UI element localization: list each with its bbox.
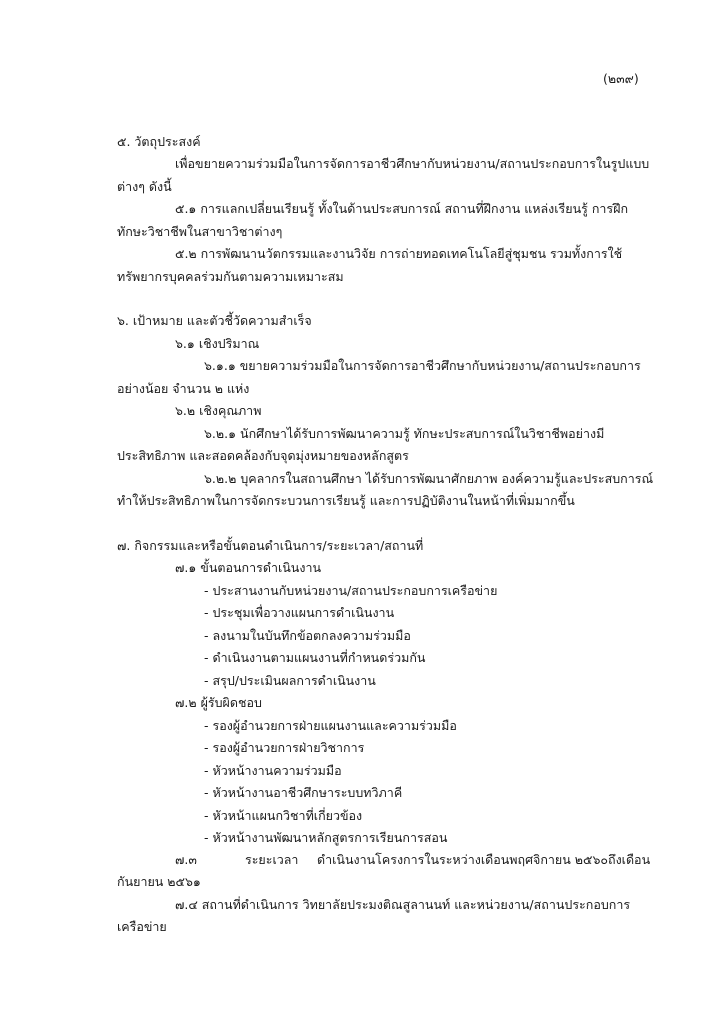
section7-period-text: ดำเนินงานโครงการในระหว่างเดือนพฤศจิกายน ๒๕๖๐ (317, 852, 609, 867)
section5-item2-line2: ทรัพยากรบุคคลร่วมกันตามความเหมาะสม (117, 269, 344, 284)
section5-intro-line2: ต่างๆ ดังนี้ (117, 179, 172, 194)
step-item: - ประสานงานกับหน่วยงาน/สถานประกอบการเครือข่าย (204, 583, 498, 598)
section7-place-line1: ๗.๔ สถานที่ดำเนินการ วิทยาลัยประมงติณสูลานนท์ และหน่วยงาน/สถานประกอบการ (175, 897, 631, 912)
section6-quality-heading: ๖.๒ เชิงคุณภาพ (175, 403, 262, 418)
step-item: - ดำเนินงานตามแผนงานที่กำหนดร่วมกัน (204, 650, 426, 665)
step-item: - สรุป/ประเมินผลการดำเนินงาน (204, 673, 376, 688)
section7-period-number: ๗.๓ (175, 852, 197, 867)
section5-intro-line1: เพื่อขยายความร่วมมือในการจัดการอาชีวศึกษากับหน่วยงาน/สถานประกอบการในรูปแบบ (175, 156, 650, 171)
step-item: - ประชุมเพื่อวางแผนการดำเนินงาน (204, 605, 395, 620)
section7-period-label: ระยะเวลา (245, 852, 299, 867)
section6-quantity-heading: ๖.๑ เชิงปริมาณ (175, 336, 260, 351)
section6-quality-item1-line2: ประสิทธิภาพ และสอดคล้องกับจุดมุ่งหมายของหลักสูตร (117, 448, 409, 463)
section5-heading: ๕. วัตถุประสงค์ (117, 134, 201, 149)
section7-responsible-heading: ๗.๒ ผู้รับผิดชอบ (175, 695, 262, 710)
section6-quantity-item-line2: อย่างน้อย จำนวน ๒ แห่ง (117, 381, 250, 396)
section7-place-line2: เครือข่าย (117, 919, 167, 934)
responsible-item: - หัวหน้างานอาชีวศึกษาระบบทวิภาคี (204, 785, 403, 800)
section7-period-until: ถึงเดือน (608, 852, 651, 867)
responsible-item: - หัวหน้างานพัฒนาหลักสูตรการเรียนการสอน (204, 830, 448, 845)
responsible-item: - รองผู้อำนวยการฝ่ายแผนงานและความร่วมมือ (204, 718, 457, 733)
section5-item2-line1: ๕.๒ การพัฒนานวัตกรรมและงานวิจัย การถ่ายทอดเทคโนโลยีสู่ชุมชน รวมทั้งการใช้ (175, 246, 623, 261)
section6-quality-item2-line1: ๖.๒.๒ บุคลากรในสถานศึกษา ได้รับการพัฒนาศักยภาพ องค์ความรู้และประสบการณ์ (204, 471, 654, 486)
section5-item1-line2: ทักษะวิชาชีพในสาขาวิชาต่างๆ (117, 224, 283, 239)
section6-quality-item2-line2: ทำให้ประสิทธิภาพในการจัดกระบวนการเรียนรู้ และการปฏิบัติงานในหน้าที่เพิ่มมากขึ้น (117, 493, 575, 508)
section7-steps-heading: ๗.๑ ขั้นตอนการดำเนินงาน (175, 560, 322, 575)
section7-heading: ๗. กิจกรรมและหรือขั้นตอนดำเนินการ/ระยะเวลา/สถานที่ (117, 538, 424, 553)
section5-item1-line1: ๕.๑ การแลกเปลี่ยนเรียนรู้ ทั้งในด้านประสบการณ์ สถานที่ฝึกงาน แหล่งเรียนรู้ การฝึก (175, 201, 629, 216)
responsible-item: - หัวหน้าแผนกวิชาที่เกี่ยวข้อง (204, 808, 363, 823)
step-item: - ลงนามในบันทึกข้อตกลงความร่วมมือ (204, 628, 411, 643)
section7-period-line2: กันยายน ๒๕๖๑ (117, 874, 201, 889)
responsible-item: - รองผู้อำนวยการฝ่ายวิชาการ (204, 740, 365, 755)
responsible-item: - หัวหน้างานความร่วมมือ (204, 763, 342, 778)
section6-quantity-item-line1: ๖.๑.๑ ขยายความร่วมมือในการจัดการอาชีวศึกษากับหน่วยงาน/สถานประกอบการ (204, 358, 641, 373)
section6-quality-item1-line1: ๖.๒.๑ นักศึกษาได้รับการพัฒนาความรู้ ทักษะประสบการณ์ในวิชาชีพอย่างมี (204, 426, 605, 441)
section6-heading: ๖. เป้าหมาย และตัวชี้วัดความสำเร็จ (117, 313, 312, 328)
page-number: (๒๓๙) (603, 71, 639, 86)
